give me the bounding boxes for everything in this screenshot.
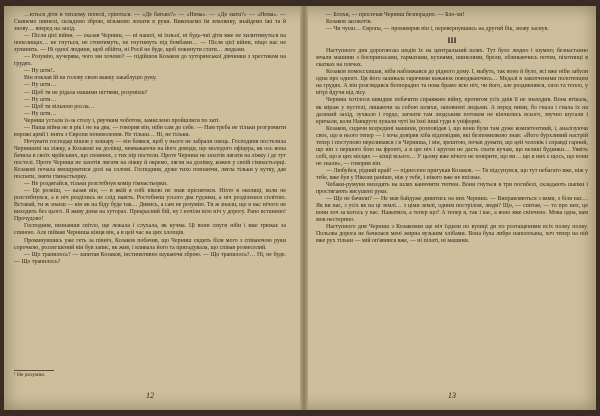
right-page-text-top xyxy=(316,12,588,33)
paragraph: Наступного дня Черниш з Козаковим ще ніч їздили по вулиці ди по розтащеними всіх полку полку. Польова дорога не бачилася мені жирна вузьким хлібами. Вона була либре наполохана, хоч тепер на ній вже рух тільки — мій оп'явився вже, — ні пілаті, ні машини. xyxy=(316,224,588,245)
open-book xyxy=(4,6,596,410)
paragraph: — Після цієї війни, — сказав Черниш, — ні нашої, ні їхньої, ні будь-чиї діти вже не хилитимуться на попелищах… не гнуться, не стоятимуть, не гнутимуть під бомбами… — Після цієї війни, ніщо нас не зупинить. — Ні одної людини, щоб обійти, ні Росії не буде, щоб покинути стати… людьми. xyxy=(14,33,286,54)
paragraph: Він поклав їй на голову свою важку закаблуцю руку. xyxy=(24,75,157,82)
right-page-text-bottom xyxy=(316,48,588,245)
paragraph: Чебаки-румуни виходять на шлях канючити тютюн. Вони гнуться в три погибелі, складають шапки і простягають висушені руки. xyxy=(316,182,588,196)
paragraph: Черниш устали із-за столу і, рвучким чоботом, замислено пройшлися по хаті. xyxy=(24,117,221,124)
paragraph: Наступного дня дорогоюзаз шедів їх на центральний шлях. Тут було людно і шумно; безнастанно мчали машини з боєприпасами, гарматами, кухнями, шинелями, брели, обливаючись потом, піхотинці в скатках на плечах. xyxy=(316,48,588,69)
footnote: ¹ Не розумію. xyxy=(14,370,54,378)
paragraph: — Щоб ти вільною росла… xyxy=(24,103,95,110)
left-page-text xyxy=(14,12,286,266)
book-spine xyxy=(300,6,308,410)
paragraph: — Не роздягайся, тільки розстебнув комір гімнастьорки. xyxy=(24,181,168,188)
paragraph: — Ну шти!.. xyxy=(24,68,56,75)
paragraph: — Що не бачили? — Не мав байдуже дивитись на них Черниш. — Виправляються з вами, з біля нас… Як ви нас, з усіх як на ці землі… з ціми землі, одним пострілом, люди? Що, — спитав, — то про них, це вони хоч за когось у вас. Нажатися, а тепер що? А тепер я, так і вас, а воно вже скінчено. Мова одна, вам мов нестерпно. xyxy=(316,196,588,224)
paragraph: — Наша війна не в рік і не на два, — говорив він, ніби сам до себе. — Нам треба не тільки розгромити ворожі армії і знята з Європи поневолення. Не тільки… Ні, не тільки. xyxy=(14,124,286,138)
paragraph: — Ну шти… xyxy=(24,82,57,89)
paragraph: — Що трапилось? — запитав Козаков, інстинктивно шукаючи зброю. — Що трапилось?… Ні, не буде. — Що трапилось? xyxy=(14,251,286,265)
paragraph: — Ну шти… xyxy=(24,96,57,103)
paragraph: — Ну шти… xyxy=(24,110,57,117)
paragraph: — Це розкіш, — казав він, — в якій я собі вікові не знав пріснятися. Ніхто в околиці, коли не розстебнувся, а в ніч розділись не слід навіть. Ростебнеш усього два гудзики, а ніч розділешся сплітою. Вставай, ти ж знаєш — він як на біду буде так… Дивись, а сам не розумію. Ти ж знаєш, що в нас нічого не виходить без цього. Я живу дома на хуторах. Прекрасний бій, ну і ночіли всю ніч у дорогу. Рано встанемо! Прочудово! xyxy=(14,188,286,223)
paragraph: — Розумію, кучерява, чого ми хочемо? — підійшов Козаков до хуторянської дівчинки з хрестиком на грудях. xyxy=(14,54,286,68)
paragraph: Прокинувшись уже геть за північ, Козаков побачив, що Черниш сидить біля мого з співаючою руки сорочкою, розлегшений він був запис, як жив, і вливала його та пригадувала, що співав розвеселий. xyxy=(14,237,286,251)
paragraph: Козаков, сидячи всередині машини, розповідав і, що вони були там дуже компетентний, і, аналізуючи своє, що в нього тепер — і хоча довіряв хіба відповідям, які безпомилково знав: «Його бурхливий настрій тепер і поступово переливався і в Черниша, і він, зрештою, почав думати, що цей чоловік і справді гарний, що він з першого бою на фронті, а в цю ніч і кругом не дасть спати кучам, що великі будинки… Уявіть собі, що в цих місцях — кінці всього… У цьому вже нічого не повірите, що ви… що в них є щось, що вони не знали», — говорив він. xyxy=(316,125,588,167)
paragraph: — Чи чуєш… Європа, — промимрив він і, перевернувшись на другий бік, знову заснув. xyxy=(326,26,549,33)
chapter-heading: III xyxy=(447,36,457,46)
right-page xyxy=(316,12,588,404)
page-number-left: 12 xyxy=(146,391,154,400)
paragraph: — Любуйся, рідний край! — піднесено пригукав Козаков. — Тв підсунувся, що тут небагато вже, ніж у тебе, вже був у Ніколи раніше, ніж у тебе, і нікого вже не впізнає. xyxy=(316,167,588,181)
paragraph: Ночувати господар вішов у кошару — він боявся, щоб у нього не забрали овець. Господиня постелила Чернишеві на ліжку, а Козакові на долівці, невважаючи на його доводи, що молодого офіцера, як ось вона бачила в своїх мрійських, що сповнює, з тих пір постели. Проте Черниш не захотів лягати на ліжку і де тут постелі. Проте Черниш не захотів лягати на ліжку й окремо, лягли на долівку, кожен у своїй гімнастьорці. Козакові почала вмощуватися долі на соломі. Господиня, дуже тихо повзаючи, лягла тільки у кутку, дав поспати, зняти гімнастьорку. xyxy=(14,138,286,181)
paragraph: Черниш хотілося швидше побачити справжню війну, протягом усіх днів її не знаходив. Вона втікала, як міраж у пустелі, лишаючи за собою шляхи, заповнені людьми. А перед ними, бо гнала і гнала їх на далекий захід, зухвало і гордо, загнати там людським потоком не кінчились всього, звучно шугали і кричали, коли Навкруги лунали чуті їм їхні інші гуди в уніформі. xyxy=(316,97,588,125)
paragraph: …ються діти в теплому попелі, гріються. — «Де батько?» — «Нема». — «Де мати?» — «Нема». — Скинемо шинелі, складемо зброю, візьмемо лопати в руки. Викопаємо їм землянку, знайдемо їжі та й знову… вперед на захід. xyxy=(14,12,286,33)
paragraph: Козаков засокотів. xyxy=(326,19,373,26)
page-number-right: 13 xyxy=(448,391,456,400)
paragraph: — Щоб ти не рідала нашими нігтями, розумієш? xyxy=(24,89,148,96)
paragraph: — Блохи, — просичав Черниш безпорадно. — Бло-хи! xyxy=(326,12,465,18)
left-page xyxy=(14,12,286,404)
paragraph: Козаков помоєсхишав, ніби наближався до рідного дому. І, мабуть, так воно й було, всі вже ніби забули одна про одного. Ця його заливала гарячими кожанок поводжаючись… Медалі в закопченими полотенцем на грудях. А він розглядався безпорадно та нова брамо всю ніч, чи його, але роздивлявся, сизо та тепло, у вітрі йдучи від лісу. xyxy=(316,69,588,97)
paragraph: Господиня, визнавши світло, ще лежала і слухала, як кучма. Ці вони смуги ніби і вже грюкає за спиною. Але піймав Черниша кінця він, а в цей час на цих хлопців. xyxy=(14,223,286,237)
